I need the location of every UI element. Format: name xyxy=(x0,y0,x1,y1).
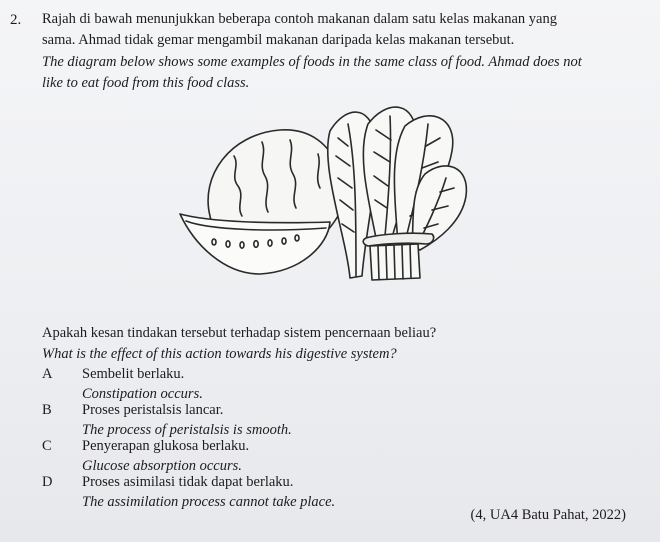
intro-english-line-1: The diagram below shows some examples of foods in the same class of food. Ahmad does not xyxy=(42,54,582,70)
intro-malay-line-1: Rajah di bawah menunjukkan beberapa contoh makanan dalam satu kelas makanan yang xyxy=(42,11,557,27)
option-b-english: The process of peristalsis is smooth. xyxy=(82,422,292,438)
question-number: 2. xyxy=(10,12,22,28)
option-c-letter: C xyxy=(42,438,52,454)
watermelon-icon xyxy=(180,130,340,274)
prompt-english: What is the effect of this action towards his digestive system? xyxy=(42,346,397,362)
option-a-letter: A xyxy=(42,366,53,382)
option-c-english: Glucose absorption occurs. xyxy=(82,458,242,474)
intro-malay-line-2: sama. Ahmad tidak gemar mengambil makanan daripada kelas makanan tersebut. xyxy=(42,32,515,48)
option-d-english: The assimilation process cannot take place. xyxy=(82,494,336,510)
question-source: (4, UA4 Batu Pahat, 2022) xyxy=(470,507,626,523)
spinach-icon xyxy=(328,107,467,280)
option-a-english: Constipation occurs. xyxy=(82,386,203,402)
option-a-malay: Sembelit berlaku. xyxy=(82,366,185,382)
option-c-malay: Penyerapan glukosa berlaku. xyxy=(82,438,250,454)
food-illustration xyxy=(170,96,480,288)
option-b-letter: B xyxy=(42,402,52,418)
option-d-malay: Proses asimilasi tidak dapat berlaku. xyxy=(82,474,294,490)
prompt-malay: Apakah kesan tindakan tersebut terhadap sistem pencernaan beliau? xyxy=(42,325,437,341)
option-b-malay: Proses peristalsis lancar. xyxy=(82,402,224,418)
intro-english-line-2: like to eat food from this food class. xyxy=(42,75,250,91)
option-d-letter: D xyxy=(42,474,53,490)
